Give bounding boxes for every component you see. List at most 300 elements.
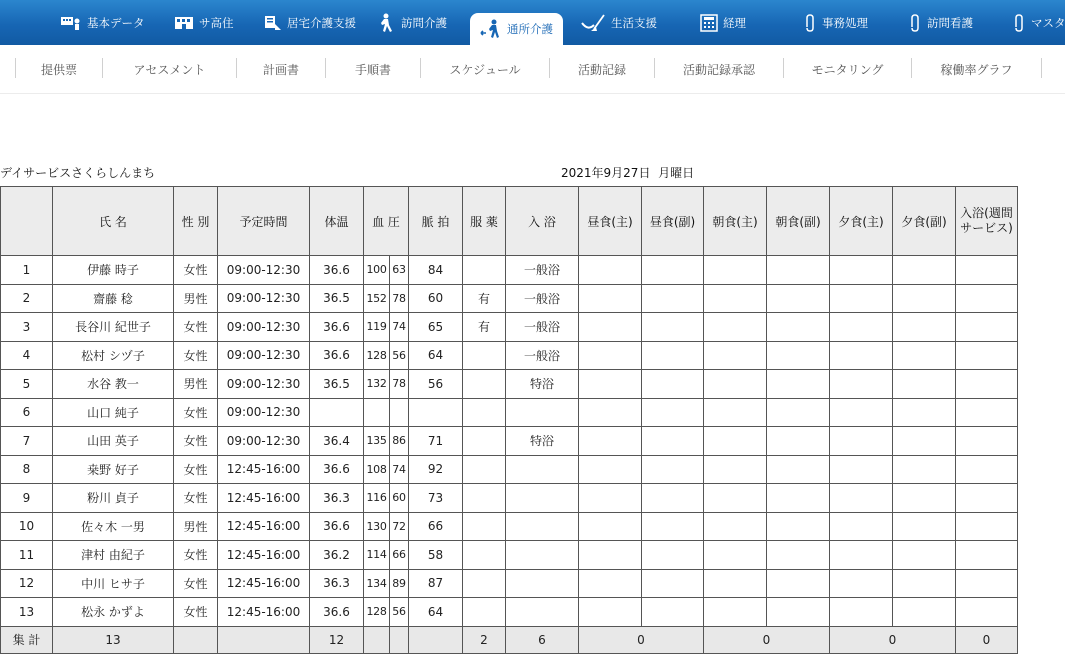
table-row[interactable] (1, 455, 1018, 484)
meal-cell[interactable] (579, 313, 642, 342)
total-empty (390, 626, 409, 653)
pulse-cell: 87 (409, 569, 463, 598)
medication-cell: 有 (463, 284, 506, 313)
medication-cell: 有 (463, 313, 506, 342)
sex-cell: 女性 (174, 256, 218, 285)
scheduled-time: 09:00-12:30 (218, 284, 310, 313)
resident-name: 伊藤 時子 (53, 256, 174, 285)
meal-cell[interactable] (579, 256, 642, 285)
bp-systolic-cell: 100 (364, 256, 390, 285)
total-bath-count: 6 (506, 626, 579, 653)
resident-name: 佐々木 一男 (53, 512, 174, 541)
table-row[interactable] (1, 512, 1018, 541)
divider (549, 58, 550, 78)
bp-diastolic-cell: 56 (390, 341, 409, 370)
meal-cell[interactable] (830, 427, 893, 456)
row-number: 11 (1, 541, 53, 570)
meal-cell[interactable] (579, 455, 642, 484)
medication-cell (463, 569, 506, 598)
nav-basic-data[interactable] (60, 0, 145, 45)
table-row[interactable] (1, 484, 1018, 513)
scheduled-time: 09:00-12:30 (218, 341, 310, 370)
resident-name: 齋藤 稔 (53, 284, 174, 313)
pulse-cell: 56 (409, 370, 463, 399)
resident-name: 長谷川 紀世子 (53, 313, 174, 342)
meal-cell[interactable] (956, 484, 1018, 513)
total-lunch: 0 (579, 626, 704, 653)
row-number: 7 (1, 427, 53, 456)
subnav-item-provision-sheet[interactable]: 提供票 (40, 62, 77, 77)
bath-cell (506, 598, 579, 627)
sex-cell: 男性 (174, 512, 218, 541)
temperature-cell: 36.6 (310, 455, 364, 484)
meal-cell[interactable] (767, 341, 830, 370)
bath-cell (506, 512, 579, 541)
nav-label: 基本データ (87, 15, 145, 30)
meal-cell[interactable] (767, 598, 830, 627)
total-row (1, 626, 1018, 653)
bath-cell (506, 455, 579, 484)
bath-cell (506, 569, 579, 598)
scheduled-time: 09:00-12:30 (218, 313, 310, 342)
scheduled-time: 12:45-16:00 (218, 541, 310, 570)
meal-cell[interactable] (704, 455, 767, 484)
temperature-cell (310, 398, 364, 427)
scheduled-time: 12:45-16:00 (218, 455, 310, 484)
nav-life-support[interactable] (580, 0, 657, 45)
table-row[interactable] (1, 427, 1018, 456)
meal-cell[interactable] (956, 284, 1018, 313)
resident-name: 松永 かずよ (53, 598, 174, 627)
row-number: 10 (1, 512, 53, 541)
temperature-cell: 36.6 (310, 512, 364, 541)
resident-name: 水谷 教一 (53, 370, 174, 399)
bp-systolic-cell: 108 (364, 455, 390, 484)
pulse-cell: 92 (409, 455, 463, 484)
paperclip-icon (908, 13, 922, 33)
temperature-cell: 36.3 (310, 484, 364, 513)
bp-diastolic-cell: 74 (390, 455, 409, 484)
meal-cell[interactable] (893, 284, 956, 313)
meal-cell[interactable] (830, 455, 893, 484)
meal-cell[interactable] (830, 512, 893, 541)
total-empty (409, 626, 463, 653)
subnav-item-plan[interactable]: 計画書 (262, 62, 299, 77)
paperclip-icon (803, 13, 817, 33)
nav-service-housing[interactable] (174, 0, 234, 45)
meal-cell[interactable] (830, 598, 893, 627)
col-header-name: 氏 名 (53, 187, 174, 256)
medication-cell (463, 455, 506, 484)
meal-cell[interactable] (704, 256, 767, 285)
scheduled-time: 12:45-16:00 (218, 512, 310, 541)
meal-cell[interactable] (956, 569, 1018, 598)
meal-cell[interactable] (830, 284, 893, 313)
nav-label: 生活支援 (611, 15, 657, 30)
col-header-sex: 性 別 (174, 187, 218, 256)
temperature-cell: 36.6 (310, 313, 364, 342)
weekday-value: 月曜日 (658, 166, 695, 180)
total-med-count: 2 (463, 626, 506, 653)
col-header-breakfast-side: 朝食(副) (767, 187, 830, 256)
meal-cell[interactable] (830, 313, 893, 342)
meal-cell[interactable] (767, 541, 830, 570)
meal-cell[interactable] (767, 484, 830, 513)
row-number: 8 (1, 455, 53, 484)
meal-cell[interactable] (956, 427, 1018, 456)
medication-cell (463, 341, 506, 370)
bp-systolic-cell: 128 (364, 341, 390, 370)
meal-cell[interactable] (642, 370, 704, 399)
people-icon (60, 15, 82, 31)
total-name-count: 13 (53, 626, 174, 653)
nav-label: マスタ (1031, 15, 1065, 30)
bp-systolic-cell (364, 398, 390, 427)
meal-cell[interactable] (642, 341, 704, 370)
meal-cell[interactable] (956, 455, 1018, 484)
table-row[interactable] (1, 569, 1018, 598)
meal-cell[interactable] (956, 398, 1018, 427)
bp-systolic-cell: 135 (364, 427, 390, 456)
meal-cell[interactable] (704, 284, 767, 313)
pulse-cell: 64 (409, 598, 463, 627)
meal-cell[interactable] (830, 569, 893, 598)
meal-cell[interactable] (642, 427, 704, 456)
table-header-row (1, 187, 1018, 256)
nav-label: 事務処理 (822, 15, 868, 30)
scheduled-time: 09:00-12:30 (218, 256, 310, 285)
table-row[interactable] (1, 284, 1018, 313)
meal-cell[interactable] (704, 569, 767, 598)
resident-name: 津村 由紀子 (53, 541, 174, 570)
nav-label: 居宅介護支援 (287, 15, 356, 30)
subnav-item-occupancy-graph[interactable]: 稼働率グラフ (940, 62, 1013, 77)
meal-cell[interactable] (579, 398, 642, 427)
nav-day-service[interactable] (470, 13, 563, 45)
walker-icon (480, 19, 502, 39)
meal-cell[interactable] (767, 455, 830, 484)
bp-diastolic-cell: 66 (390, 541, 409, 570)
col-header-temp: 体温 (310, 187, 364, 256)
bath-cell: 一般浴 (506, 341, 579, 370)
total-empty (364, 626, 390, 653)
meal-cell[interactable] (642, 484, 704, 513)
row-number: 12 (1, 569, 53, 598)
divider (15, 58, 16, 78)
row-number: 13 (1, 598, 53, 627)
medication-cell (463, 598, 506, 627)
resident-name: 粉川 貞子 (53, 484, 174, 513)
sex-cell: 女性 (174, 569, 218, 598)
meal-cell[interactable] (767, 569, 830, 598)
nav-label: サ高住 (199, 15, 234, 30)
scheduled-time: 12:45-16:00 (218, 598, 310, 627)
bp-diastolic-cell: 86 (390, 427, 409, 456)
meal-cell[interactable] (893, 484, 956, 513)
pulse-cell: 64 (409, 341, 463, 370)
total-breakfast: 0 (704, 626, 830, 653)
bp-diastolic-cell (390, 398, 409, 427)
col-header-dinner-side: 夕食(副) (893, 187, 956, 256)
resident-name: 山口 純子 (53, 398, 174, 427)
table-row[interactable] (1, 398, 1018, 427)
nav-home-nursing[interactable] (908, 0, 973, 45)
row-number: 5 (1, 370, 53, 399)
col-header-weekly-bath: 入浴(週間サービス) (956, 187, 1018, 256)
divider (236, 58, 237, 78)
divider (102, 58, 103, 78)
meal-cell[interactable] (704, 341, 767, 370)
bp-diastolic-cell: 56 (390, 598, 409, 627)
meal-cell[interactable] (642, 256, 704, 285)
col-header-no (1, 187, 53, 256)
meal-cell[interactable] (767, 313, 830, 342)
row-number: 1 (1, 256, 53, 285)
total-empty (218, 626, 310, 653)
meal-cell[interactable] (579, 541, 642, 570)
nav-office-work[interactable] (803, 0, 868, 45)
meal-cell[interactable] (830, 370, 893, 399)
meal-cell[interactable] (893, 512, 956, 541)
meal-cell[interactable] (893, 569, 956, 598)
meal-cell[interactable] (830, 398, 893, 427)
meal-cell[interactable] (830, 256, 893, 285)
scheduled-time: 09:00-12:30 (218, 427, 310, 456)
bp-diastolic-cell: 72 (390, 512, 409, 541)
meal-cell[interactable] (767, 256, 830, 285)
nav-home-visit-care[interactable] (376, 0, 447, 45)
report-date (561, 164, 694, 181)
bath-cell: 一般浴 (506, 284, 579, 313)
pulse-cell: 71 (409, 427, 463, 456)
total-weekly-bath: 0 (956, 626, 1018, 653)
temperature-cell: 36.6 (310, 256, 364, 285)
subnav-item-schedule[interactable]: スケジュール (449, 62, 521, 77)
bp-diastolic-cell: 78 (390, 284, 409, 313)
subnav-item-activity-log[interactable]: 活動記録 (577, 62, 626, 77)
divider (783, 58, 784, 78)
activity-table (0, 186, 1018, 654)
meal-cell[interactable] (893, 598, 956, 627)
meal-cell[interactable] (956, 512, 1018, 541)
sub-nav (0, 45, 1065, 94)
temperature-cell: 36.3 (310, 569, 364, 598)
meal-cell[interactable] (830, 341, 893, 370)
meal-cell[interactable] (579, 370, 642, 399)
bp-systolic-cell: 114 (364, 541, 390, 570)
facility-name: デイサービスさくらしんまち (0, 166, 156, 180)
nav-master[interactable] (1012, 0, 1065, 45)
bp-systolic-cell: 134 (364, 569, 390, 598)
sex-cell: 女性 (174, 484, 218, 513)
total-temp-count: 12 (310, 626, 364, 653)
nav-label: 訪問介護 (401, 15, 447, 30)
meal-cell[interactable] (579, 484, 642, 513)
col-header-bath: 入 浴 (506, 187, 579, 256)
pulse-cell: 84 (409, 256, 463, 285)
col-header-time: 予定時間 (218, 187, 310, 256)
pulse-cell (409, 398, 463, 427)
nav-accounting[interactable] (700, 0, 746, 45)
subnav-item-assessment[interactable]: アセスメント (133, 62, 206, 77)
col-header-breakfast-main: 朝食(主) (704, 187, 767, 256)
meal-cell[interactable] (642, 284, 704, 313)
col-header-med: 服 薬 (463, 187, 506, 256)
table-row[interactable] (1, 256, 1018, 285)
walking-person-icon (376, 13, 396, 33)
resident-name: 桒野 好子 (53, 455, 174, 484)
bath-cell: 一般浴 (506, 313, 579, 342)
nav-label: 通所介護 (507, 22, 553, 36)
meal-cell[interactable] (956, 341, 1018, 370)
pulse-cell: 60 (409, 284, 463, 313)
sex-cell: 女性 (174, 427, 218, 456)
meal-cell[interactable] (642, 398, 704, 427)
bp-systolic-cell: 116 (364, 484, 390, 513)
nav-label: 訪問看護 (927, 15, 973, 30)
meal-cell[interactable] (642, 541, 704, 570)
sex-cell: 女性 (174, 398, 218, 427)
meal-cell[interactable] (579, 512, 642, 541)
meal-cell[interactable] (704, 313, 767, 342)
meal-cell[interactable] (893, 427, 956, 456)
bp-systolic-cell: 128 (364, 598, 390, 627)
bp-diastolic-cell: 60 (390, 484, 409, 513)
col-header-dinner-main: 夕食(主) (830, 187, 893, 256)
meal-cell[interactable] (893, 341, 956, 370)
meal-cell[interactable] (767, 427, 830, 456)
medication-cell (463, 370, 506, 399)
subnav-item-procedure[interactable]: 手順書 (354, 62, 391, 77)
temperature-cell: 36.4 (310, 427, 364, 456)
meal-cell[interactable] (642, 569, 704, 598)
table-row[interactable] (1, 598, 1018, 627)
meal-cell[interactable] (893, 541, 956, 570)
meal-cell[interactable] (893, 398, 956, 427)
col-header-pulse: 脈 拍 (409, 187, 463, 256)
bath-cell: 特浴 (506, 370, 579, 399)
row-number: 4 (1, 341, 53, 370)
medication-cell (463, 398, 506, 427)
care-plan-icon (264, 15, 282, 31)
total-label: 集 計 (1, 626, 53, 653)
date-value: 2021年9月27日 (561, 166, 651, 180)
meal-cell[interactable] (767, 370, 830, 399)
meal-cell[interactable] (704, 598, 767, 627)
meal-cell[interactable] (893, 370, 956, 399)
total-empty (174, 626, 218, 653)
table-row[interactable] (1, 370, 1018, 399)
calculator-icon (700, 14, 718, 32)
bp-diastolic-cell: 89 (390, 569, 409, 598)
bp-systolic-cell: 130 (364, 512, 390, 541)
bp-systolic-cell: 119 (364, 313, 390, 342)
meal-cell[interactable] (704, 370, 767, 399)
divider (1041, 58, 1042, 78)
row-number: 6 (1, 398, 53, 427)
col-header-lunch-side: 昼食(副) (642, 187, 704, 256)
broom-icon (580, 13, 606, 33)
nav-label: 経理 (723, 15, 746, 30)
meal-cell[interactable] (579, 341, 642, 370)
pulse-cell: 58 (409, 541, 463, 570)
bath-cell: 特浴 (506, 427, 579, 456)
table-row[interactable] (1, 313, 1018, 342)
meal-cell[interactable] (830, 484, 893, 513)
meal-cell[interactable] (956, 313, 1018, 342)
meal-cell[interactable] (579, 284, 642, 313)
meal-cell[interactable] (956, 256, 1018, 285)
table-row[interactable] (1, 341, 1018, 370)
sex-cell: 男性 (174, 370, 218, 399)
meal-cell[interactable] (579, 598, 642, 627)
scheduled-time: 09:00-12:30 (218, 398, 310, 427)
meal-cell[interactable] (767, 284, 830, 313)
meal-cell[interactable] (642, 512, 704, 541)
sex-cell: 女性 (174, 455, 218, 484)
paperclip-icon (1012, 13, 1026, 33)
meal-cell[interactable] (893, 313, 956, 342)
subnav-item-monitoring[interactable]: モニタリング (811, 62, 884, 77)
meal-cell[interactable] (642, 455, 704, 484)
meal-cell[interactable] (830, 541, 893, 570)
divider (325, 58, 326, 78)
meal-cell[interactable] (642, 598, 704, 627)
pulse-cell: 65 (409, 313, 463, 342)
meal-cell[interactable] (704, 512, 767, 541)
building-icon (174, 16, 194, 30)
bp-diastolic-cell: 74 (390, 313, 409, 342)
row-number: 2 (1, 284, 53, 313)
meal-cell[interactable] (642, 313, 704, 342)
meal-cell[interactable] (704, 541, 767, 570)
meal-cell[interactable] (893, 256, 956, 285)
meal-cell[interactable] (767, 512, 830, 541)
meal-cell[interactable] (767, 398, 830, 427)
scheduled-time: 12:45-16:00 (218, 569, 310, 598)
resident-name: 山田 英子 (53, 427, 174, 456)
pulse-cell: 73 (409, 484, 463, 513)
medication-cell (463, 256, 506, 285)
meal-cell[interactable] (893, 455, 956, 484)
meal-cell[interactable] (956, 370, 1018, 399)
meal-cell[interactable] (956, 541, 1018, 570)
row-number: 9 (1, 484, 53, 513)
scheduled-time: 09:00-12:30 (218, 370, 310, 399)
table-body (1, 256, 1018, 654)
meal-cell[interactable] (704, 398, 767, 427)
bath-cell (506, 484, 579, 513)
meal-cell[interactable] (704, 484, 767, 513)
meal-cell[interactable] (956, 598, 1018, 627)
meal-cell[interactable] (579, 569, 642, 598)
medication-cell (463, 541, 506, 570)
divider (654, 58, 655, 78)
medication-cell (463, 484, 506, 513)
meal-cell[interactable] (704, 427, 767, 456)
subnav-item-activity-approval[interactable]: 活動記録承認 (682, 62, 755, 77)
table-row[interactable] (1, 541, 1018, 570)
meal-cell[interactable] (579, 427, 642, 456)
nav-home-care-support[interactable] (264, 0, 356, 45)
resident-name: 松村 シヅ子 (53, 341, 174, 370)
sex-cell: 男性 (174, 284, 218, 313)
temperature-cell: 36.5 (310, 284, 364, 313)
temperature-cell: 36.5 (310, 370, 364, 399)
sex-cell: 女性 (174, 313, 218, 342)
top-nav (0, 0, 1065, 45)
bath-cell (506, 398, 579, 427)
